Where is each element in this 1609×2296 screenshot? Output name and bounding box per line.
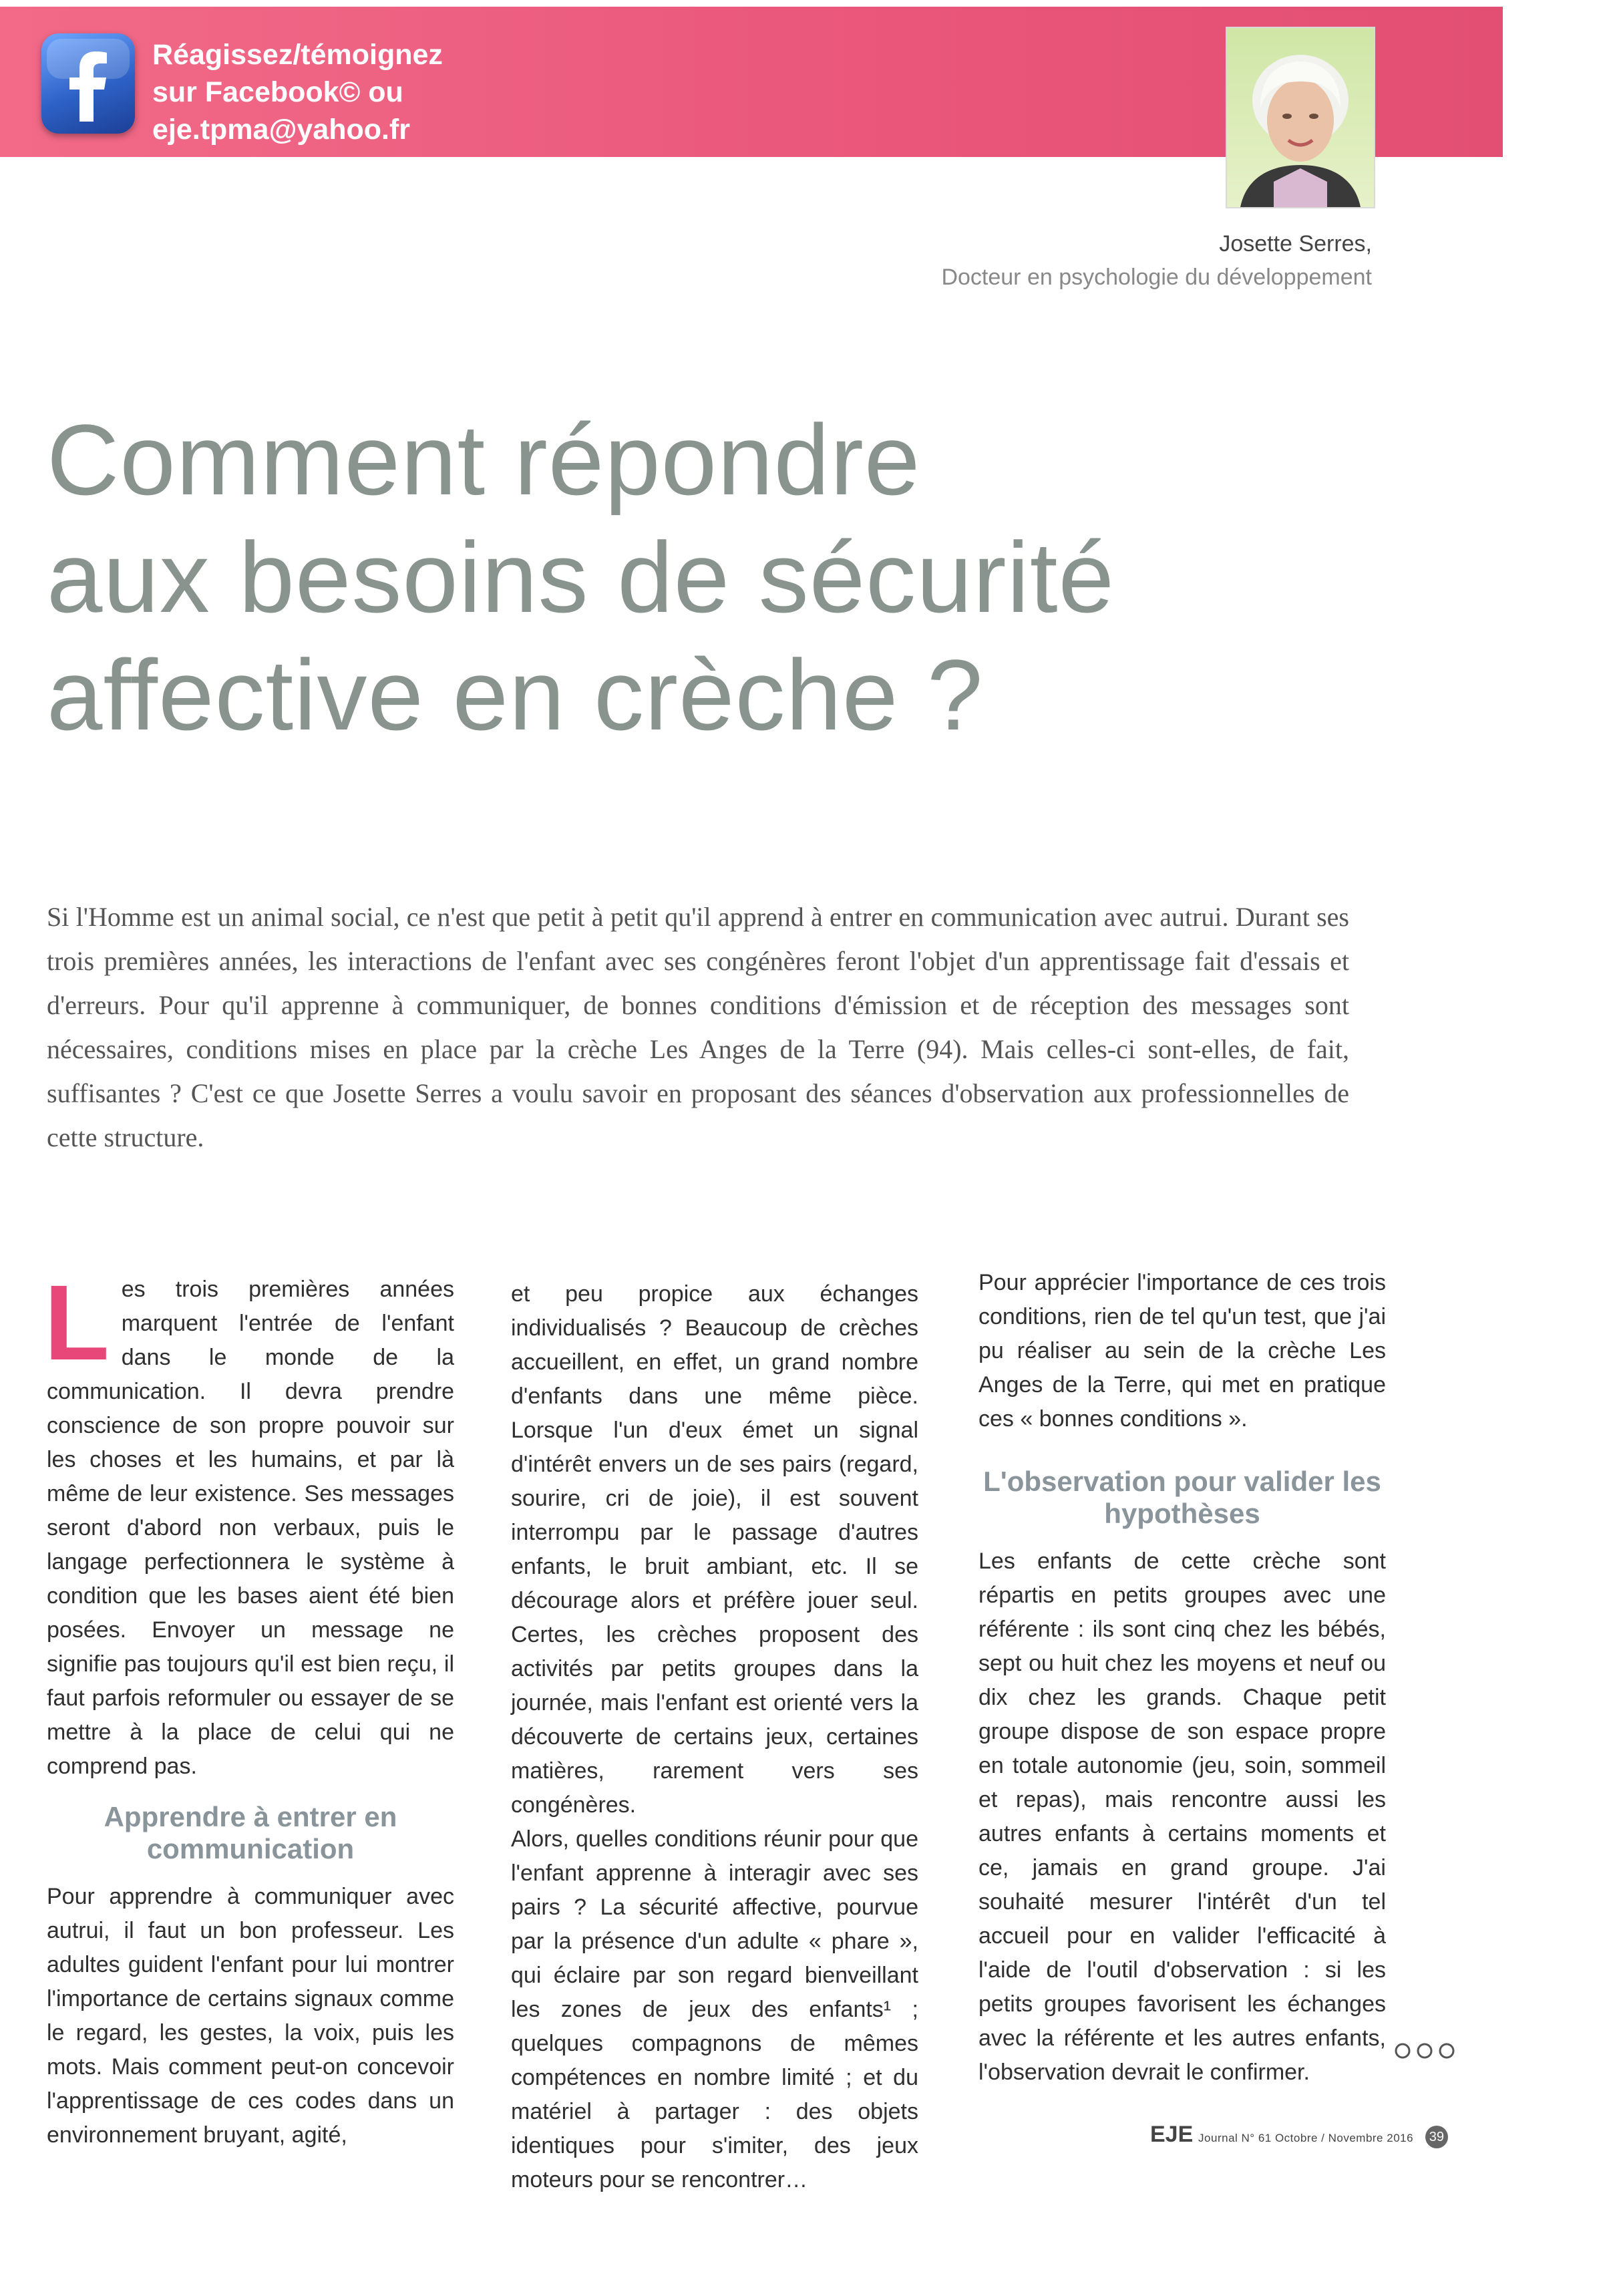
paragraph: Alors, quelles conditions réunir pour que l'enfant apprenne à interagir avec ses pairs ? La sécurité affective, pourvue par la présence d'un adulte « phare », qui éclaire par son regard bienveillant les zones de jeux des enfants¹ ; quelques compagnons de mêmes compétences en nombre limité ; et du matériel à partager : des objets identiques pour s'imiter, des jeux moteurs pour se rencontrer…: [511, 1826, 918, 2192]
banner-line-1: Réagissez/témoignez: [152, 39, 443, 71]
drop-cap: L: [44, 1263, 110, 1382]
author-credit: [941, 227, 1372, 294]
continuation-dots-icon: [1393, 2041, 1459, 2064]
subheading: Apprendre à entrer en communication: [104, 1801, 397, 1864]
banner-line-2: sur Facebook© ou: [152, 76, 403, 108]
title-line-1: Comment répondre: [47, 403, 921, 516]
page-number: 39: [1425, 2126, 1448, 2148]
paragraph: Pour apprécier l'importance de ces trois conditions, rien de tel qu'un test, que j'ai pu réaliser au sein de la crèche Les Anges de la Terre, qui met en pratique ces « bonnes conditions ».: [978, 1270, 1386, 1432]
article-column-2: [511, 1277, 918, 2197]
page-footer: [1150, 2122, 1448, 2148]
subheading: L'observation pour valider les hypothèses: [983, 1466, 1381, 1529]
article-title: [47, 401, 1449, 754]
banner-email[interactable]: eje.tpma@yahoo.fr: [152, 114, 411, 146]
paragraph: [44, 1263, 454, 1784]
article-column-1: [44, 1263, 454, 2152]
author-role: Docteur en psychologie du développement: [941, 265, 1372, 290]
paragraph: et peu propice aux échanges individualisés ? Beaucoup de crèches accueillent, en effet, un grand nombre d'enfants dans une même pièce. Lorsque l'un d'eux émet un signal d'intérêt envers un de ses pairs (regard, sourire, cri de joie), il est souvent interrompu par le passage d'autres enfants, le bruit ambiant, etc. Il se décourage alors et préfère jouer seul. Certes, les crèches proposent des activités par petits groupes dans la journée, mais l'enfant est orienté vers la découverte de certains jeux, certaines matières, rarement vers ses congénères.: [511, 1281, 918, 1818]
banner-text: [152, 36, 443, 148]
paragraph-text: es trois premières années marquent l'entrée de l'enfant dans le monde de la communication. Il devra prendre conscience de son propre pouvoir sur les choses et les humains, et par là même de leur existence. Ses messages seront d'abord non verbaux, puis le langage perfectionnera le système à condition que les bases aient été bien posées. Envoyer un message ne signifie pas toujours qu'il est bien reçu, il faut parfois reformuler ou essayer de se mettre à la place de celui qui ne comprend pas.: [47, 1277, 454, 1779]
title-line-3: affective en crèche ?: [47, 639, 984, 751]
article-standfirst: Si l'Homme est un animal social, ce n'est que petit à petit qu'il apprend à entrer en communication avec autrui. Durant ses trois premières années, les interactions de l'enfant avec ses congénères feront l'objet d'un apprentissage fait d'essais et d'erreurs. Pour qu'il apprenne à communiquer, de bonnes conditions d'émission et de réception des messages sont nécessaires, conditions mises en place par la crèche Les Anges de la Terre (94). Mais celles-ci sont-elles, de fait, suffisantes ? C'est ce que Josette Serres a voulu savoir en proposant des séances d'observation aux professionnelles de cette structure.: [47, 902, 1349, 1152]
paragraph: Pour apprendre à communiquer avec autrui, il faut un bon professeur. Les adultes guident l'enfant pour lui montrer l'importance de certains signaux comme le regard, les gestes, la voix, puis les mots. Mais comment peut-on concevoir l'apprentissage de ces codes dans un environnement bruyant, agité,: [47, 1884, 454, 2148]
author-name: Josette Serres,: [1219, 231, 1372, 257]
footer-issue: Journal N° 61 Octobre / Novembre 2016: [1198, 2132, 1414, 2144]
footer-brand: EJE: [1150, 2122, 1194, 2147]
author-photo: [1226, 27, 1375, 208]
article-column-3: [978, 1266, 1386, 2090]
facebook-icon[interactable]: [41, 33, 135, 134]
title-line-2: aux besoins de sécurité: [47, 521, 1115, 633]
paragraph: Les enfants de cette crèche sont répartis en petits groupes avec une référente : ils sont cinq chez les bébés, sept ou huit chez les moyens et neuf ou dix chez les grands. Chaque petit groupe dispose de son espace propre en totale autonomie (jeu, soin, sommeil et repas), mais rencontre aussi les autres enfants à certains moments et ce, jamais en grand groupe. J'ai souhaité mesurer l'intérêt d'un tel accueil pour en valider l'efficacité à l'aide de l'outil d'observation : si les petits groupes favorisent les échanges avec la référente et les autres enfants, l'observation devrait le confirmer.: [978, 1548, 1386, 2085]
